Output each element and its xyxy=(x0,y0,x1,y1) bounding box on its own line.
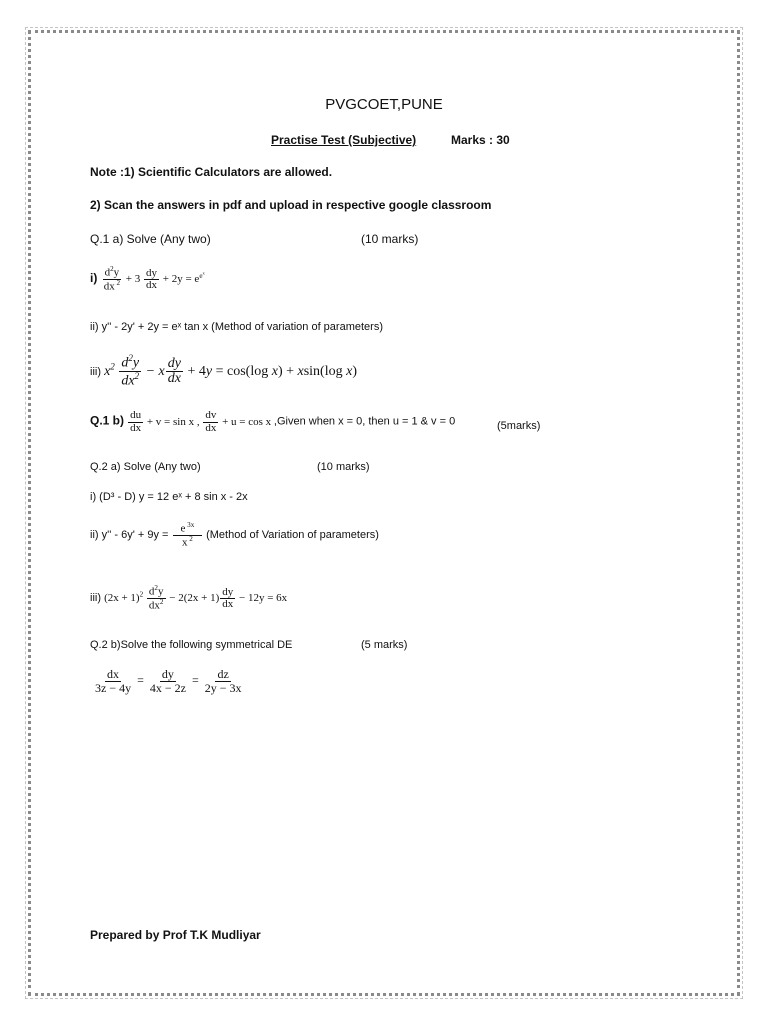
q1a-i-label: i) xyxy=(90,271,98,286)
q1a-marks: (10 marks) xyxy=(361,232,419,246)
q2a-marks: (10 marks) xyxy=(317,461,370,473)
test-title: Practise Test (Subjective) xyxy=(271,133,417,147)
q2a-ii-method: (Method of Variation of parameters) xyxy=(206,529,379,542)
q2a-i-text: i) (D³ - D) y = 12 eˣ + 8 sin x - 2x xyxy=(90,491,248,503)
q2a-iii-formula: $(2x + 1)^2$ $\frac{d^2y}{dx^2}$ − 2(2x + 1) $\frac{dy}{dx}$ − 12y = 6x xyxy=(104,584,288,612)
q1b-label: Q.1 b) xyxy=(90,413,125,428)
q2b-marks: (5 marks) xyxy=(361,639,408,651)
q1b-equation xyxy=(90,410,455,434)
q2a-iii-label: iii) xyxy=(90,592,101,605)
note-calculators: Note :1) Scientific Calculators are allowed. xyxy=(90,165,333,179)
institute-title: PVGCOET,PUNE xyxy=(325,96,443,113)
q1a-iii-label: iii) xyxy=(90,366,101,379)
prepared-by: Prepared by Prof T.K Mudliyar xyxy=(90,928,261,942)
q2a-ii-equation xyxy=(90,522,379,549)
q1a-ii-text: ii) y'' - 2y' + 2y = eˣ tan x (Method of variation of parameters) xyxy=(90,321,383,333)
total-marks: Marks : 30 xyxy=(451,133,510,147)
q2b-heading: Q.2 b)Solve the following symmetrical DE xyxy=(90,639,293,651)
q1a-iii-equation xyxy=(90,354,357,390)
note-upload: 2) Scan the answers in pdf and upload in respective google classroom xyxy=(90,198,492,212)
q1b-condition: ,Given when x = 0, then u = 1 & v = 0 xyxy=(273,415,456,428)
q1a-i-formula: $\frac{d^2y}{dx ^2}$ + 3 $\frac{dy}{dx}$ + $2y = e^{e^x}$ xyxy=(103,265,205,293)
q2a-iii-equation xyxy=(90,585,287,612)
q2a-ii-formula: $\frac{e ^{3x}}{x ^2}$ xyxy=(172,529,207,541)
q2a-ii-label: ii) y'' - 6y' + 9y = xyxy=(90,529,169,542)
q1a-iii-formula: $x^2$ $\frac{d^2y}{dx^2}$ − x $\frac{dy}{dx}$ + 4y = cos(log x) + xsin(log x) xyxy=(104,353,357,389)
q1b-formula: $\frac{du}{dx}$ + v = sin x , $\frac{dv}{dx}$ + u = cos x xyxy=(130,409,274,434)
q2a-heading: Q.2 a) Solve (Any two) xyxy=(90,461,201,473)
q1a-heading: Q.1 a) Solve (Any two) xyxy=(90,232,211,246)
q2b-formula: $\frac{dx}{3z - 4y}$ = $\frac{dy}{4x - 2z}$ = $\frac{dz}{2y - 3x}$ xyxy=(95,667,242,695)
q1a-i-equation xyxy=(90,266,205,293)
q1b-marks: (5marks) xyxy=(497,420,541,432)
